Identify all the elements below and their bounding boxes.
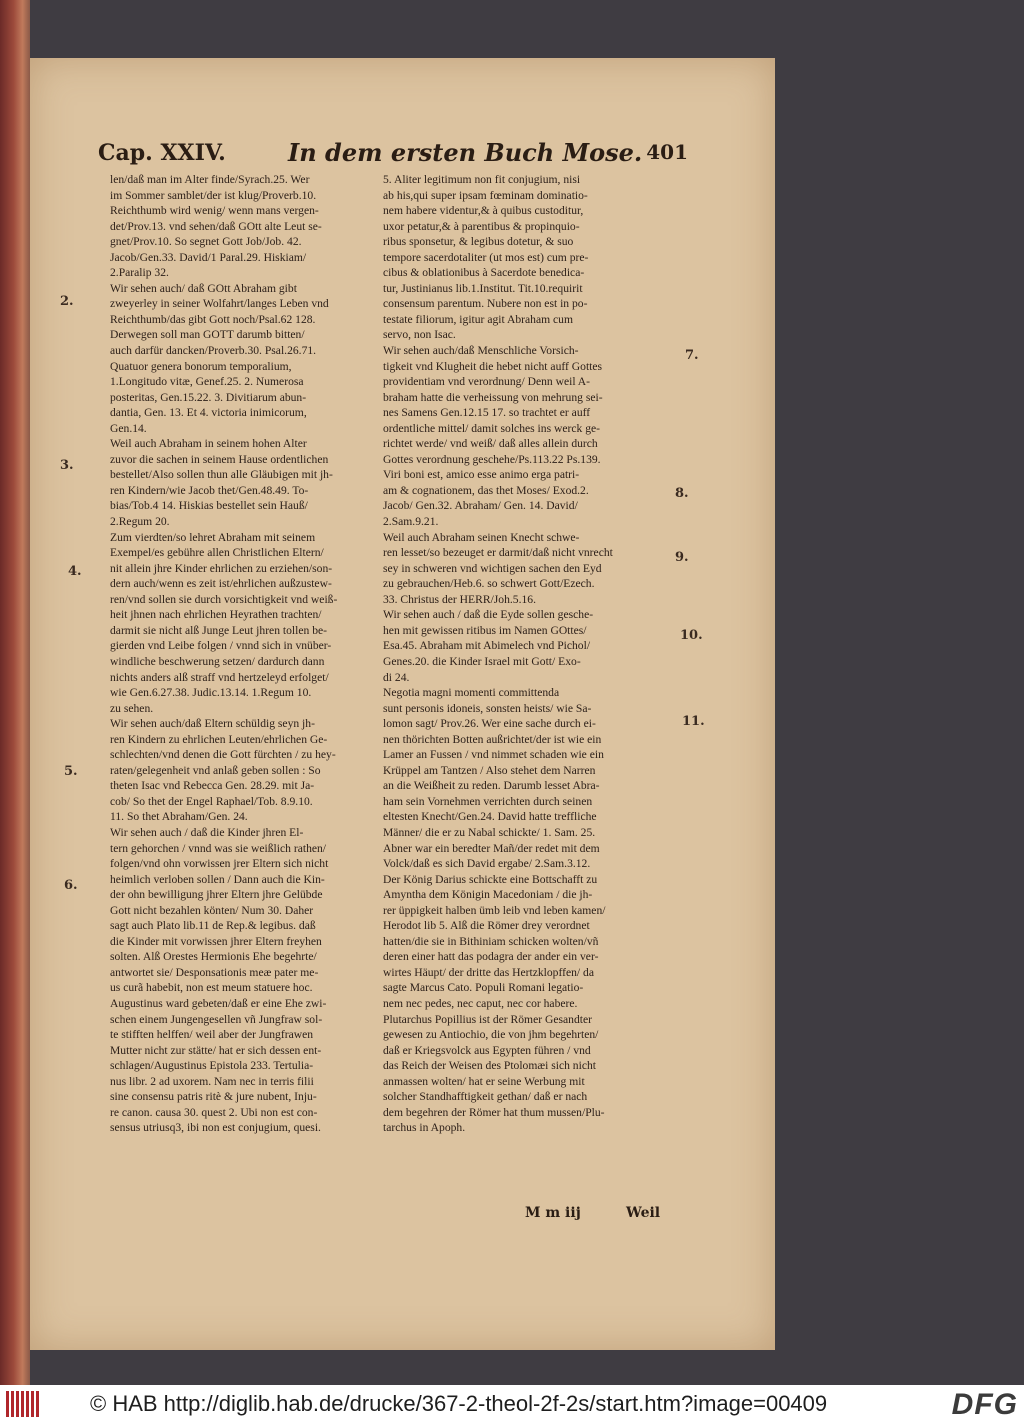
text-line: Exempel/es gebühre allen Christlichen Eltern/ bbox=[110, 546, 324, 560]
text-line: gnet/Prov.10. So segnet Gott Job/Job. 42. bbox=[110, 235, 302, 249]
text-line: Wir sehen auch/daß Menschliche Vorsich- bbox=[383, 344, 579, 358]
margin-number: 11. bbox=[682, 714, 705, 729]
text-line: Männer/ die er zu Nabal schickte/ 1. Sam. 25. bbox=[383, 825, 596, 839]
text-line: Viri boni est, amico esse animo erga patri- bbox=[383, 468, 580, 482]
text-line: hatten/die sie in Bithiniam schicken wolten/vñ bbox=[383, 934, 599, 948]
text-line: det/Prov.13. vnd sehen/daß GOtt alte Leut se- bbox=[110, 219, 322, 233]
scanned-page bbox=[30, 58, 775, 1350]
margin-number: 10. bbox=[680, 628, 703, 643]
signature-mark: M m iij bbox=[525, 1205, 581, 1221]
text-line: an die Weißheit zu reden. Darumb lesset Abra- bbox=[383, 779, 600, 793]
text-line: windliche beschwerung setzen/ dardurch dann bbox=[110, 654, 325, 668]
text-line: posteritas, Gen.15.22. 3. Divitiarum abun- bbox=[110, 390, 307, 404]
text-line: providentiam vnd verordnung/ Denn weil A- bbox=[383, 375, 591, 389]
text-line: zuvor die sachen in seinem Hause ordentlichen bbox=[110, 452, 329, 466]
book-title: In dem ersten Buch Mose. bbox=[288, 138, 643, 167]
text-line: nem nec pedes, nec caput, nec cor habere. bbox=[383, 996, 578, 1010]
text-line: servo, non Isac. bbox=[383, 328, 456, 342]
text-line: heimlich verloben sollen / Dann auch die Kin- bbox=[110, 872, 325, 886]
footer-bar bbox=[0, 1385, 1024, 1423]
text-line: wie Gen.6.27.38. Judic.13.14. 1.Regum 10. bbox=[110, 686, 312, 700]
text-line: der ohn bewilligung jhrer Eltern jhre Gelübde bbox=[110, 888, 323, 902]
text-line: ren lesset/so bezeuget er darmit/daß nicht vnrecht bbox=[383, 546, 613, 560]
text-line: tur, Justinianus lib.1.Institut. Tit.10.requirit bbox=[383, 281, 583, 295]
text-line: schen einem Jungengesellen vñ Jungfraw sol- bbox=[110, 1012, 323, 1026]
text-line: Wir sehen auch/ daß GOtt Abraham gibt bbox=[110, 281, 297, 295]
text-line: hen mit gewissen ritibus im Namen GOttes/ bbox=[383, 623, 587, 637]
text-line: zweyerley in seiner Wolfahrt/langes Leben vnd bbox=[110, 297, 329, 311]
text-line: theten Isac vnd Rebecca Gen. 28.29. mit Ja- bbox=[110, 779, 315, 793]
text-line: Gott nicht bezahlen könten/ Num 30. Daher bbox=[110, 903, 314, 917]
text-line: nichts anders alß straff vnd hertzeleyd erfolget/ bbox=[110, 670, 329, 684]
copyright-url[interactable]: © HAB http://diglib.hab.de/drucke/367-2-theol-2f-2s/start.htm?image=00409 bbox=[90, 1391, 828, 1416]
text-line: Jacob/Gen.33. David/1 Paral.29. Hiskiam/ bbox=[110, 250, 307, 264]
text-line: consensum parentum. Nubere non est in po- bbox=[383, 297, 588, 311]
text-line: Gottes verordnung geschehe/Ps.113.22 Ps.139. bbox=[383, 452, 601, 466]
text-line: Esa.45. Abraham mit Abimelech vnd Pichol/ bbox=[383, 639, 591, 653]
text-line: 5. Aliter legitimum non fit conjugium, nisi bbox=[383, 173, 581, 186]
text-line: ribus sponsetur, & legibus dotetur, & suo bbox=[383, 235, 574, 249]
text-line: nus libr. 2 ad uxorem. Nam nec in terris filii bbox=[110, 1074, 314, 1088]
text-line: ordentliche mittel/ damit solches ins werck ge- bbox=[383, 421, 600, 435]
text-line: auch darfür dancken/Proverb.30. Psal.26.71. bbox=[110, 344, 317, 358]
text-line: zu gebrauchen/Heb.6. so schwert Gott/Ezech. bbox=[383, 577, 595, 591]
text-line: Krüppel am Tantzen / Also stehet dem Narren bbox=[383, 763, 596, 777]
text-line: Reichthumb/das gibt Gott noch/Psal.62 128. bbox=[110, 312, 316, 326]
text-line: gierden vnd Leibe folgen / vnnd sich in vnüber- bbox=[110, 639, 332, 653]
text-line: Lamer an Fussen / vnd nimmet schaden wie ein bbox=[383, 748, 604, 762]
text-line: schlagen/Augustinus Epistola 233. Tertulia- bbox=[110, 1059, 314, 1073]
text-line: Amyntha dem Königin Macedoniam / die jh- bbox=[383, 888, 593, 902]
text-line: Derwegen soll man GOTT darumb bitten/ bbox=[110, 328, 305, 342]
text-line: daß er Kriegsvolck aus Egypten führen / vnd bbox=[383, 1043, 591, 1057]
text-line: Mutter nicht zur stätte/ hat er sich dessen ent- bbox=[110, 1043, 322, 1057]
text-line: zu sehen. bbox=[110, 701, 154, 715]
text-line: tarchus in Apoph. bbox=[383, 1121, 466, 1135]
text-line: sunt personis idoneis, sonsten heists/ wie Sa- bbox=[383, 701, 592, 715]
margin-number: 6. bbox=[64, 878, 78, 893]
text-line: Wir sehen auch/daß Eltern schüldig seyn jh- bbox=[110, 717, 315, 731]
text-line: cob/ So thet der Engel Raphael/Tob. 8.9.10. bbox=[110, 794, 313, 808]
text-line: len/daß man im Alter finde/Syrach.25. Wer bbox=[110, 173, 310, 186]
text-line: cibus & oblationibus à Sacerdote benedica- bbox=[383, 266, 585, 280]
text-line: Der König Darius schickte eine Bottschafft zu bbox=[383, 872, 598, 886]
text-line: te stifften helffen/ weil aber der Jungfrawen bbox=[110, 1028, 314, 1042]
text-line: dantia, Gen. 13. Et 4. victoria inimicorum, bbox=[110, 406, 307, 420]
text-line: di 24. bbox=[383, 670, 410, 684]
text-line: sagte Marcus Cato. Populi Romani legatio- bbox=[383, 981, 584, 995]
text-line: bias/Tob.4 14. Hiskias bestellet sein Hauß/ bbox=[110, 499, 308, 513]
text-line: tern gehorchen / vnnd was sie weißlich rathen/ bbox=[110, 841, 327, 855]
text-line: Augustinus ward gebeten/daß er eine Ehe zwi- bbox=[110, 996, 327, 1010]
dfg-logo: DFG bbox=[951, 1388, 1018, 1421]
left-text-column bbox=[110, 172, 370, 1136]
text-line: die Kinder mit vorwissen jhrer Eltern freyhen bbox=[110, 934, 322, 948]
text-line: re canon. causa 30. quest 2. Ubi non est con- bbox=[110, 1105, 318, 1119]
catchword: Weil bbox=[626, 1205, 661, 1221]
text-line: eltesten Knecht/Gen.24. David hatte treffliche bbox=[383, 810, 597, 824]
text-line: ab his,qui super ipsam fœminam dominatio- bbox=[383, 188, 588, 202]
text-line: sey in schweren vnd wichtigen sachen den Eyd bbox=[383, 561, 602, 575]
running-head bbox=[98, 136, 688, 170]
text-line: im Sommer samblet/der ist klug/Proverb.10. bbox=[110, 188, 317, 202]
text-line: 1.Longitudo vitæ, Genef.25. 2. Numerosa bbox=[110, 375, 304, 389]
text-line: nit allein jhre Kinder ehrlichen zu erziehen/son- bbox=[110, 561, 333, 575]
text-line: uxor petatur,& à parentibus & propinquio- bbox=[383, 219, 580, 233]
margin-number: 4. bbox=[68, 564, 82, 579]
text-line: solten. Alß Orestes Hermionis Ehe begehrte/ bbox=[110, 950, 317, 964]
text-line: richtet werde/ vnd weiß/ daß alles allein durch bbox=[383, 437, 598, 451]
text-line: Herodot lib 5. Alß die Römer drey verordnet bbox=[383, 919, 590, 933]
margin-number: 7. bbox=[685, 348, 699, 363]
text-line: Negotia magni momenti committenda bbox=[383, 686, 560, 700]
text-line: 2.Sam.9.21. bbox=[383, 515, 439, 529]
text-line: deren einer hatt das podagra der ander ein ver- bbox=[383, 950, 599, 964]
text-line: heit jhnen nach ehrlichen Heyrathen trachten/ bbox=[110, 608, 322, 622]
text-line: antwortet sie/ Desponsationis meæ pater me- bbox=[110, 965, 319, 979]
text-line: ren Kindern zu ehrlichen Leuten/ehrlichen Ge- bbox=[110, 732, 328, 746]
text-line: Abner war ein beredter Mañ/der redet mit dem bbox=[383, 841, 600, 855]
text-line: 2.Paralip 32. bbox=[110, 266, 169, 280]
text-line: Quatuor genera bonorum temporalium, bbox=[110, 359, 292, 373]
text-line: Wir sehen auch / daß die Kinder jhren El- bbox=[110, 825, 304, 839]
text-line: ham sein Vornehmen verrichten durch seinen bbox=[383, 794, 593, 808]
text-line: nem habere videntur,& à quibus custoditur, bbox=[383, 204, 584, 218]
text-line: gewesen zu Antiochio, die von jhm begehrten/ bbox=[383, 1028, 599, 1042]
text-line: dem begehren der Römer hat thum mussen/Plu- bbox=[383, 1105, 605, 1119]
text-line: solcher Standhafftigkeit gethan/ daß er nach bbox=[383, 1090, 588, 1104]
text-line: nen thörichten Botten außrichtet/der ist wie ein bbox=[383, 732, 602, 746]
text-line: Wir sehen auch / daß die Eyde sollen gesche- bbox=[383, 608, 594, 622]
text-line: us curã habebit, non est meum statuere hoc. bbox=[110, 981, 313, 995]
text-line: bestellet/Also sollen thun alle Gläubigen mit jh- bbox=[110, 468, 333, 482]
book-spine-edge bbox=[0, 0, 30, 1385]
margin-number: 8. bbox=[675, 486, 689, 501]
text-line: rer üppigkeit halben ümb leib vnd leben kamen/ bbox=[383, 903, 606, 917]
text-line: Genes.20. die Kinder Israel mit Gott/ Exo- bbox=[383, 654, 581, 668]
text-line: Reichthumb wird wenig/ wenn mans vergen- bbox=[110, 204, 319, 218]
text-line: ren Kindern/wie Jacob thet/Gen.48.49. To- bbox=[110, 483, 309, 497]
text-line: sine consensu patris ritè & jure nubent, Inju- bbox=[110, 1090, 317, 1104]
chapter-label: Cap. XXIV. bbox=[98, 140, 226, 166]
text-line: Zum vierdten/so lehret Abraham mit seinem bbox=[110, 530, 316, 544]
text-line: braham hatte die verheissung von mehrung sei- bbox=[383, 390, 603, 404]
text-line: das Reich der Weisen des Ptolomæi sich nicht bbox=[383, 1059, 596, 1073]
text-line: testate filiorum, igitur agit Abraham cum bbox=[383, 312, 573, 326]
text-line: ren/vnd sollen sie durch vorsichtigkeit vnd weiß- bbox=[110, 592, 338, 606]
text-line: Weil auch Abraham seinen Knecht schwe- bbox=[383, 530, 580, 544]
text-line: 2.Regum 20. bbox=[110, 515, 170, 529]
margin-number: 5. bbox=[64, 764, 78, 779]
text-line: tigkeit vnd Klugheit die hebet nicht auff Gottes bbox=[383, 359, 603, 373]
margin-number: 3. bbox=[60, 458, 74, 473]
text-line: Plutarchus Popillius ist der Römer Gesandter bbox=[383, 1012, 592, 1026]
page-number: 401 bbox=[646, 140, 688, 164]
text-line: wirtes Häupt/ der dritte das Hertzklopffen/ da bbox=[383, 965, 594, 979]
text-line: Jacob/ Gen.32. Abraham/ Gen. 14. David/ bbox=[383, 499, 578, 513]
text-line: Volck/daß es sich David ergabe/ 2.Sam.3.12. bbox=[383, 857, 591, 871]
text-line: sensus utriusq3, ibi non est conjugium, quesi. bbox=[110, 1121, 321, 1135]
text-line: folgen/vnd ohn vorwissen jrer Eltern sich nicht bbox=[110, 857, 329, 871]
text-line: 33. Christus der HERR/Joh.5.16. bbox=[383, 592, 536, 606]
text-line: Weil auch Abraham in seinem hohen Alter bbox=[110, 437, 307, 451]
text-line: anmassen wolten/ hat er seine Werbung mit bbox=[383, 1074, 585, 1088]
right-text-column bbox=[383, 172, 643, 1136]
text-line: darmit sie nicht alß Junge Leut jhren tollen be- bbox=[110, 623, 327, 637]
library-logo-icon bbox=[6, 1391, 44, 1417]
text-line: nes Samens Gen.12.15 17. so trachtet er auff bbox=[383, 406, 591, 420]
text-line: tempore sacerdotaliter (ut mos est) cum pre- bbox=[383, 250, 589, 264]
text-line: lomon sagt/ Prov.26. Wer eine sache durch ei- bbox=[383, 717, 596, 731]
text-line: 11. So thet Abraham/Gen. 24. bbox=[110, 810, 248, 824]
text-line: dern auch/wenn es zeit ist/ehrlichen außzustew- bbox=[110, 577, 332, 591]
text-line: Gen.14. bbox=[110, 421, 147, 435]
margin-number: 2. bbox=[60, 294, 74, 309]
text-line: am & cognationem, das thet Moses/ Exod.2. bbox=[383, 483, 589, 497]
text-line: sagt auch Plato lib.11 de Rep.& legibus. daß bbox=[110, 919, 316, 933]
margin-number: 9. bbox=[675, 550, 689, 565]
text-line: raten/gelegenheit vnd anlaß geben sollen : So bbox=[110, 763, 321, 777]
text-line: schlechten/vnd denen die Gott fürchten / zu hey- bbox=[110, 748, 336, 762]
